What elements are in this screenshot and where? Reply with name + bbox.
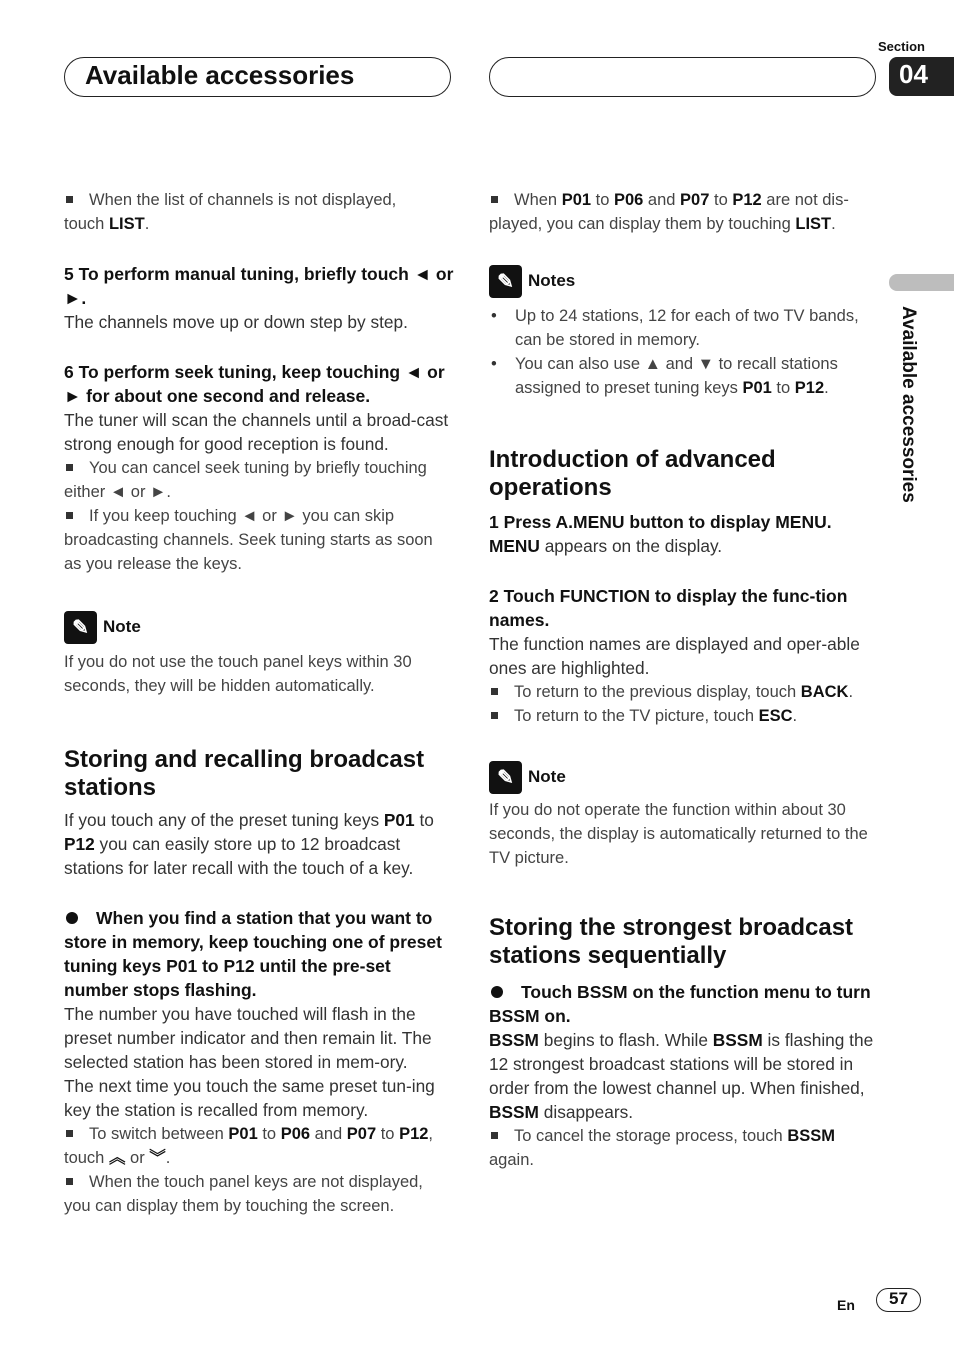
step1-body: MENU appears on the display. xyxy=(489,536,723,556)
double-up-icon: ︽ xyxy=(108,1149,126,1167)
notes-item-2: • You can also use ▲ and ▼ to recall stations assigned to preset tuning keys P01 to P12. xyxy=(515,352,881,400)
bssm-body: BSSM begins to flash. While BSSM is flashing the 12 strongest broadcast stations will be stored in order from the lowest channel up. When finished, BSSM disappears. xyxy=(489,1030,874,1122)
dot-step-body2: The next time you touch the same preset tun-ing key the station is recalled from memory. xyxy=(64,1076,435,1120)
language-label: En xyxy=(837,1297,855,1313)
side-tab-marker xyxy=(889,274,954,291)
square-bullet-icon xyxy=(66,1130,73,1137)
step6-bullet-cancel: You can cancel seek tuning by briefly touching either ◄ or ►. xyxy=(64,459,427,501)
step2-title: 2 Touch FUNCTION to display the func-tion names. xyxy=(489,586,848,630)
square-bullet-icon xyxy=(491,688,498,695)
note-text: If you do not use the touch panel keys within 30 seconds, they will be hidden automatically. xyxy=(64,653,412,695)
bullet-keys-hidden: When the touch panel keys are not displayed, you can display them by touching the screen. xyxy=(64,1173,423,1215)
round-bullet-icon xyxy=(491,986,503,998)
note-pencil-icon: ✎ xyxy=(489,265,522,298)
section-label: Section xyxy=(878,39,925,54)
note-pencil-icon: ✎ xyxy=(489,761,522,794)
step2-body: The function names are displayed and oper-able ones are highlighted. xyxy=(489,634,860,678)
header-title-frame xyxy=(64,57,451,97)
square-bullet-icon xyxy=(66,512,73,519)
dot-step-bssm: Touch BSSM on the function menu to turn BSSM on. xyxy=(489,982,871,1026)
dot-step-store: When you find a station that you want to store in memory, keep touching one of preset tuning keys P01 to P12 until the pre-set number stops flashing. xyxy=(64,908,442,1000)
page-number: 57 xyxy=(876,1288,921,1312)
note-heading: ✎ Note xyxy=(489,760,881,794)
heading-storing-recalling: Storing and recalling broadcast stations xyxy=(64,746,425,801)
step6-body: The tuner will scan the channels until a broad-cast strong enough for good reception is found. xyxy=(64,410,449,454)
bullet-list-intro: When the list of channels is not displayed, touch LIST. xyxy=(64,191,397,233)
side-label: Available accessories xyxy=(898,306,919,503)
section-number: 04 xyxy=(889,57,954,96)
storing-intro: If you touch any of the preset tuning keys P01 to P12 you can easily store up to 12 broadcast stations for later recall with the touch of a key. xyxy=(64,810,434,878)
step1-title: 1 Press A.MENU button to display MENU. xyxy=(489,512,832,532)
note-text: If you do not operate the function within about 30 seconds, the display is automatically returned to the TV picture. xyxy=(489,801,868,867)
round-bullet-icon xyxy=(66,912,78,924)
notes-heading: ✎ Notes xyxy=(489,264,881,298)
bullet-esc: To return to the TV picture, touch ESC. xyxy=(489,704,881,728)
heading-bssm: Storing the strongest broadcast stations sequentially xyxy=(489,914,854,969)
right-column xyxy=(489,188,881,1172)
note-pencil-icon: ✎ xyxy=(64,611,97,644)
double-down-icon: ︾ xyxy=(149,1149,166,1167)
square-bullet-icon xyxy=(66,464,73,471)
bullet-switch-presets: To switch between P01 to P06 and P07 to P12, touch ︽ or ︾. xyxy=(64,1125,434,1167)
square-bullet-icon xyxy=(66,196,73,203)
square-bullet-icon xyxy=(491,712,498,719)
step6-title: 6 To perform seek tuning, keep touching ◄ or ► for about one second and release. xyxy=(64,362,445,406)
header-blank-frame xyxy=(489,57,876,97)
dot-step-body1: The number you have touched will flash in the preset number indicator and then remain lit. The selected station has been stored in mem-ory. xyxy=(64,1004,432,1072)
heading-advanced-operations: Introduction of advanced operations xyxy=(489,446,776,501)
page-title: Available accessories xyxy=(85,60,355,90)
bullet-not-displayed: When P01 to P06 and P07 to P12 are not dis-played, you can display them by touching LIST. xyxy=(489,191,849,233)
square-bullet-icon xyxy=(66,1178,73,1185)
step5-body: The channels move up or down step by step. xyxy=(64,312,408,332)
bullet-back: To return to the previous display, touch BACK. xyxy=(489,680,881,704)
left-column xyxy=(64,188,454,1218)
step5-title: 5 To perform manual tuning, briefly touch ◄ or ►. xyxy=(64,264,454,308)
step6-bullet-skip: If you keep touching ◄ or ► you can skip broadcasting channels. Seek tuning starts as soon as you release the keys. xyxy=(64,507,433,573)
notes-list xyxy=(489,304,881,400)
square-bullet-icon xyxy=(491,196,498,203)
bullet-cancel-bssm: To cancel the storage process, touch BSSM again. xyxy=(489,1127,835,1169)
note-heading: ✎ Note xyxy=(64,610,454,644)
notes-item-1: • Up to 24 stations, 12 for each of two TV bands, can be stored in memory. xyxy=(515,304,881,352)
square-bullet-icon xyxy=(491,1132,498,1139)
